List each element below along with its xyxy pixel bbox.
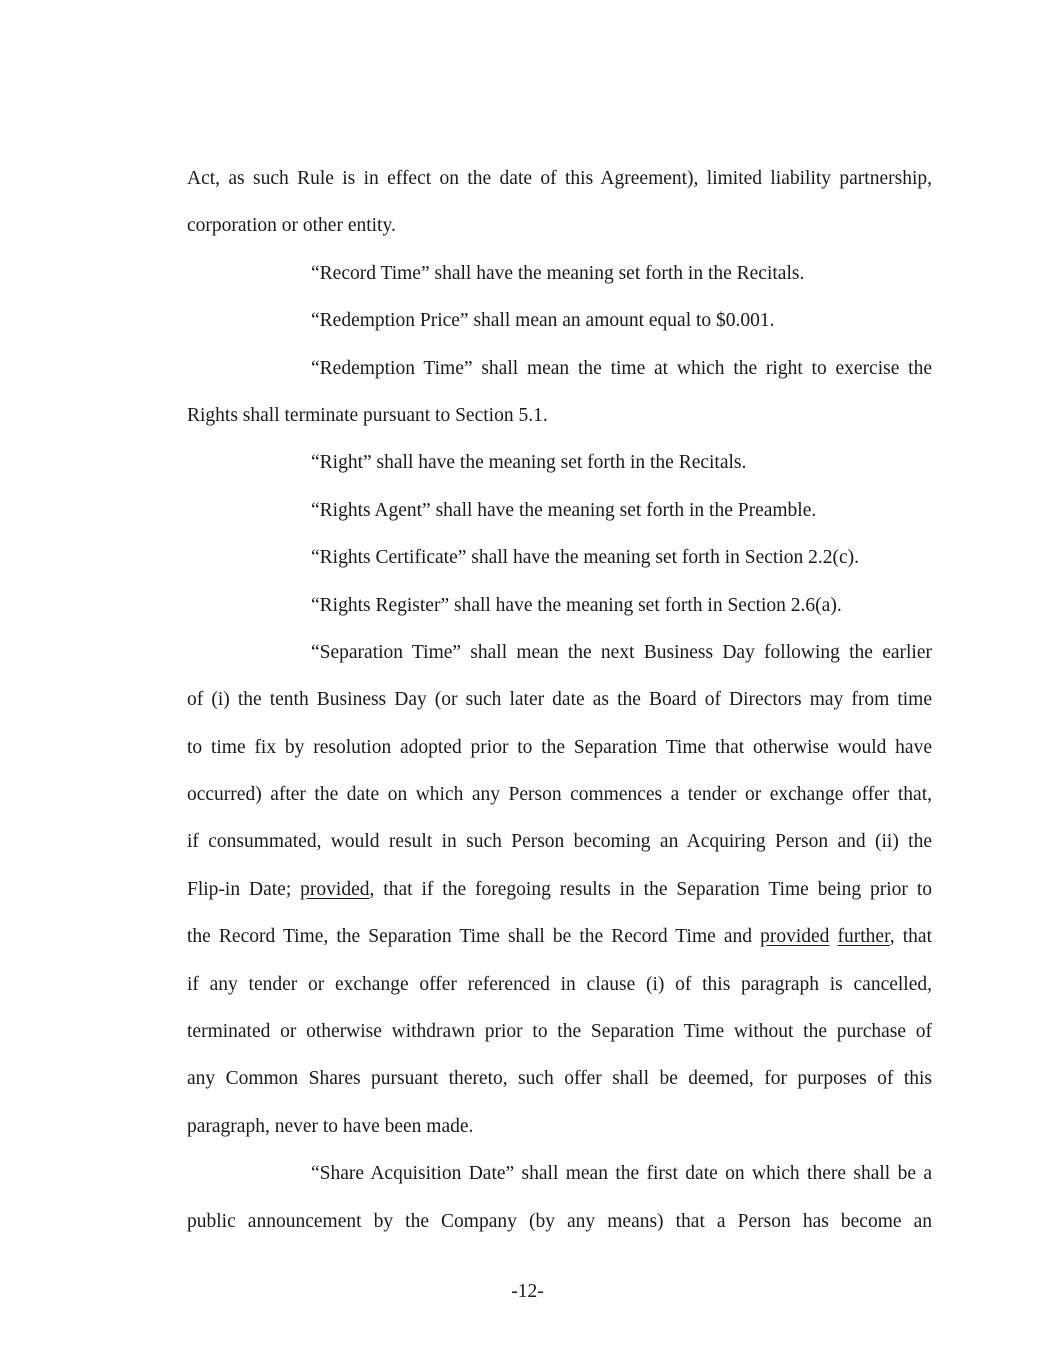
text-segment: Flip-in Date;	[187, 878, 301, 900]
definition-share-acquisition-date: “Share Acquisition Date” shall mean the first date on which there shall be a	[311, 1163, 932, 1185]
text-line	[187, 913, 932, 960]
definition-record-time: “Record Time” shall have the meaning set forth in the Recitals.	[311, 262, 805, 284]
text-line: if consummated, would result in such Person becoming an Acquiring Person and (ii) the	[187, 831, 932, 853]
underlined-term: further	[837, 926, 890, 948]
definition-rights-agent: “Rights Agent” shall have the meaning set forth in the Preamble.	[311, 499, 817, 521]
definition-right: “Right” shall have the meaning set forth in the Recitals.	[311, 452, 747, 474]
text-segment	[829, 926, 837, 947]
text-line: Rights shall terminate pursuant to Section 5.1.	[187, 404, 548, 426]
document-body	[187, 155, 932, 1245]
text-line	[187, 866, 932, 913]
text-line: paragraph, never to have been made.	[187, 1115, 474, 1137]
text-line: any Common Shares pursuant thereto, such offer shall be deemed, for purposes of this	[187, 1068, 932, 1090]
text-line: corporation or other entity.	[187, 215, 396, 237]
text-line: terminated or otherwise withdrawn prior to the Separation Time without the purchase of	[187, 1021, 932, 1043]
definition-separation-time: “Separation Time” shall mean the next Business Day following the earlier	[311, 641, 932, 663]
underlined-term: provided	[300, 878, 370, 900]
underlined-term: provided	[760, 926, 830, 948]
text-segment: , that if the foregoing results in the Separation Time being prior to	[369, 878, 932, 900]
text-line: Act, as such Rule is in effect on the date of this Agreement), limited liability partnership,	[187, 168, 932, 189]
text-line: if any tender or exchange offer referenced in clause (i) of this paragraph is cancelled,	[187, 973, 932, 995]
page-number: -12-	[511, 1281, 544, 1302]
text-segment: , that	[889, 926, 932, 948]
definition-redemption-time: “Redemption Time” shall mean the time at which the right to exercise the	[311, 357, 932, 379]
text-line: of (i) the tenth Business Day (or such later date as the Board of Directors may from time	[187, 689, 932, 711]
definition-rights-register: “Rights Register” shall have the meaning set forth in Section 2.6(a).	[311, 594, 842, 616]
definition-redemption-price: “Redemption Price” shall mean an amount equal to $0.001.	[311, 310, 775, 332]
text-line: public announcement by the Company (by any means) that a Person has become an	[187, 1210, 932, 1232]
text-line: occurred) after the date on which any Person commences a tender or exchange offer that,	[187, 784, 932, 806]
text-segment: the Record Time, the Separation Time shall be the Record Time and	[187, 926, 761, 948]
text-line: to time fix by resolution adopted prior to the Separation Time that otherwise would have	[187, 736, 932, 758]
definition-rights-certificate: “Rights Certificate” shall have the meaning set forth in Section 2.2(c).	[311, 547, 859, 569]
